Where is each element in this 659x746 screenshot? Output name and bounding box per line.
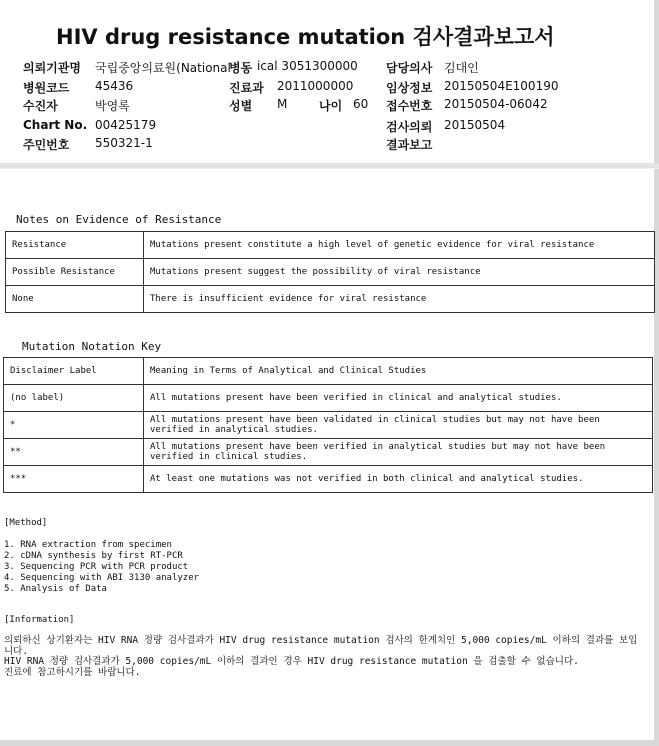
notation-label-cell: (no label)	[4, 385, 144, 412]
dept-value: ical 3051300000	[257, 59, 358, 73]
notation-section-title: Mutation Notation Key	[22, 340, 162, 353]
method-step: 4. Sequencing with ABI 3130 analyzer	[4, 573, 200, 583]
method-title: [Method]	[4, 518, 48, 528]
doctor-label: 담당의사	[386, 61, 433, 75]
table-row	[4, 466, 653, 493]
evidence-table	[5, 231, 655, 313]
information-body	[4, 636, 644, 678]
header-separator-line	[0, 168, 659, 169]
notation-label-cell: **	[4, 439, 144, 466]
result-report-label: 결과보고	[386, 138, 433, 152]
information-line: 의뢰하신 상기환자는 HIV RNA 정량 검사결과가 HIV drug resistance mutation 검사의 한계치인 5,000 copies/mL 이하의 결과를 보입니다.	[4, 635, 638, 657]
evidence-label-cell: Possible Resistance	[6, 259, 144, 286]
sex-value: M	[277, 97, 288, 111]
table-row	[4, 439, 653, 466]
notation-desc-cell: At least one mutations was not verified in both clinical and analytical studies.	[144, 466, 653, 493]
method-step: 3. Sequencing PCR with PCR product	[4, 562, 189, 572]
req-org-value: 국립중앙의료원(National	[95, 61, 231, 75]
request-date-value: 20150504	[444, 118, 506, 132]
recipient-value: 박영록	[95, 99, 130, 113]
method-step: 1. RNA extraction from specimen	[4, 540, 172, 550]
receipt-no-value: 20150504-06042	[444, 97, 548, 111]
evidence-desc-cell: Mutations present constitute a high level of genetic evidence for viral resistance	[144, 232, 655, 259]
report-title: HIV drug resistance mutation 검사결과보고서	[56, 25, 555, 49]
notation-table	[3, 357, 653, 493]
right-scrollbar-edge	[654, 0, 659, 746]
chart-no-label: Chart No.	[23, 118, 88, 132]
clinic-label: 진료과	[229, 81, 264, 95]
evidence-desc-cell: There is insufficient evidence for viral resistance	[144, 286, 655, 313]
bottom-scrollbar-edge	[0, 740, 659, 746]
request-date-label: 검사의뢰	[386, 120, 433, 134]
notation-header-desc: Meaning in Terms of Analytical and Clinical Studies	[144, 358, 653, 385]
information-title: [Information]	[4, 615, 75, 625]
age-value: 60	[353, 97, 369, 111]
method-step: 2. cDNA synthesis by first RT-PCR	[4, 551, 183, 561]
notation-header-label: Disclaimer Label	[4, 358, 144, 385]
chart-no-value: 00425179	[95, 118, 157, 132]
receipt-no-label: 접수번호	[386, 99, 433, 113]
notation-label-cell: ***	[4, 466, 144, 493]
sex-label: 성별	[229, 99, 253, 113]
table-header-row	[4, 358, 653, 385]
recipient-label: 수진자	[23, 99, 58, 113]
information-line: 진료에 참고하시기를 바랍니다.	[4, 666, 141, 678]
evidence-desc-cell: Mutations present suggest the possibility of viral resistance	[144, 259, 655, 286]
dept-label: 병동	[229, 61, 253, 75]
age-label: 나이	[319, 99, 343, 113]
table-row	[4, 412, 653, 439]
clinic-value: 2011000000	[277, 79, 354, 93]
hospital-code-value: 45436	[95, 79, 134, 93]
notation-desc-cell: All mutations present have been verified in analytical studies but may not have been verified in clinical studies.	[144, 439, 653, 466]
clinical-info-label: 임상정보	[386, 81, 433, 95]
doctor-value: 김대인	[444, 61, 479, 75]
resident-no-label: 주민번호	[23, 138, 70, 152]
clinical-info-value: 20150504E100190	[444, 79, 559, 93]
table-row	[4, 385, 653, 412]
table-row	[6, 286, 655, 313]
evidence-label-cell: None	[6, 286, 144, 313]
evidence-label-cell: Resistance	[6, 232, 144, 259]
hospital-code-label: 병원코드	[23, 81, 70, 95]
table-row	[6, 232, 655, 259]
information-line: HIV RNA 정량 검사결과가 5,000 copies/mL 이하의 결과인 경우 HIV drug resistance mutation 을 검출할 수 없습니다.	[4, 656, 579, 667]
table-row	[6, 259, 655, 286]
notation-label-cell: *	[4, 412, 144, 439]
notation-desc-cell: All mutations present have been verified in clinical and analytical studies.	[144, 385, 653, 412]
resident-no-value: 550321-1	[95, 136, 153, 150]
evidence-section-title: Notes on Evidence of Resistance	[16, 213, 222, 226]
method-step: 5. Analysis of Data	[4, 584, 107, 594]
notation-desc-cell: All mutations present have been validated in clinical studies but may not have been verified in analytical studies.	[144, 412, 653, 439]
req-org-label: 의뢰기관명	[23, 61, 81, 75]
